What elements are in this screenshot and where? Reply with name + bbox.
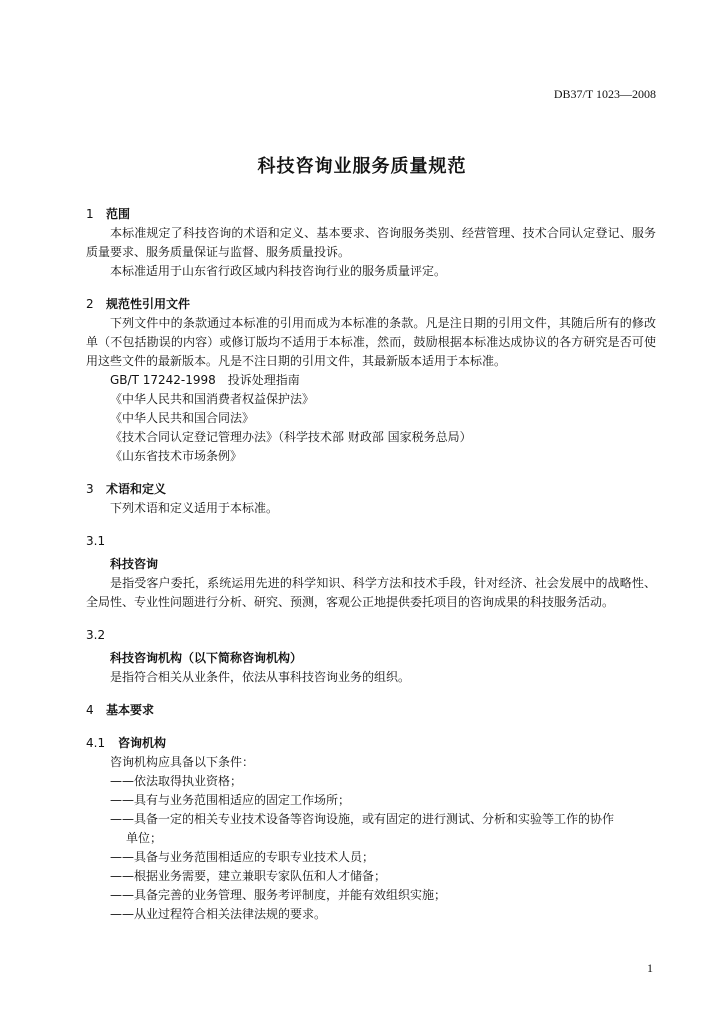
page-number: 1 <box>647 961 653 975</box>
list-item: ——具备与业务范围相适应的专职专业技术人员； <box>110 850 375 864</box>
term-definition: 是指符合相关从业条件，依法从事科技咨询业务的组织。 <box>110 670 411 684</box>
section-2-heading <box>86 295 656 314</box>
section-4-heading <box>86 701 656 720</box>
document-title: 科技咨询业服务质量规范 <box>257 156 467 177</box>
section-number: 1 <box>86 207 94 221</box>
term-definition: 是指受客户委托，系统运用先进的科学知识、科学方法和技术手段，针对经济、社会发展中的战略性、全局性、专业性问题进行分析、研究、预测，客观公正地提供委托项目的咨询成果的科技服务活动。 <box>86 576 656 609</box>
reference-item: 《技术合同认定登记管理办法》（科学技术部 财政部 国家税务总局） <box>110 430 472 444</box>
paragraph: 下列文件中的条款通过本标准的引用而成为本标准的条款。凡是注日期的引用文件，其随后所有的修改单（不包括勘误的内容）或修订版均不适用于本标准，然而，鼓励根据本标准达成协议的各方研究是否可使用这些文件的最新版本。凡是不注日期的引用文件，其最新版本适用于本标准。 <box>86 316 656 368</box>
section-1-heading <box>86 205 656 224</box>
list-item: ——根据业务需要，建立兼职专家队伍和人才储备； <box>110 869 387 883</box>
paragraph: 下列术语和定义适用于本标准。 <box>110 501 279 515</box>
list-item: ——具备完善的业务管理、服务考评制度，并能有效组织实施； <box>110 888 447 902</box>
section-title: 术语和定义 <box>106 482 167 496</box>
list-item: ——从业过程符合相关法律法规的要求。 <box>110 907 327 921</box>
reference-item: GB/T 17242-1998 投诉处理指南 <box>110 373 300 387</box>
document-code: DB37/T 1023—2008 <box>553 87 656 101</box>
list-item-continuation: 单位； <box>126 831 163 845</box>
subsection-4-1-heading <box>86 734 656 753</box>
list-item: ——具备一定的相关专业技术设备等咨询设施，或有固定的进行测试、分析和实验等工作的协作 <box>110 812 615 826</box>
section-title: 范围 <box>106 207 131 221</box>
list-intro: 咨询机构应具备以下条件： <box>110 755 255 769</box>
list-item: ——具有与业务范围相适应的固定工作场所； <box>110 793 351 807</box>
section-number: 2 <box>86 297 94 311</box>
term-number: 3.2 <box>86 628 106 642</box>
term-number: 3.1 <box>86 534 106 548</box>
section-3-heading <box>86 480 656 499</box>
reference-item: 《中华人民共和国合同法》 <box>110 411 255 425</box>
reference-item: 《中华人民共和国消费者权益保护法》 <box>110 392 315 406</box>
list-item: ——依法取得执业资格； <box>110 774 243 788</box>
term-name: 科技咨询 <box>110 557 159 571</box>
section-number: 3 <box>86 482 94 496</box>
paragraph: 本标准规定了科技咨询的术语和定义、基本要求、咨询服务类别、经营管理、技术合同认定登记、服务质量要求、服务质量保证与监督、服务质量投诉。 <box>86 226 656 259</box>
section-number: 4 <box>86 703 94 717</box>
section-title: 规范性引用文件 <box>106 297 191 311</box>
term-name: 科技咨询机构（以下简称咨询机构） <box>110 651 303 665</box>
paragraph: 本标准适用于山东省行政区域内科技咨询行业的服务质量评定。 <box>110 264 447 278</box>
reference-item: 《山东省技术市场条例》 <box>110 449 243 463</box>
subsection-title: 咨询机构 <box>118 736 167 750</box>
subsection-number: 4.1 <box>86 736 106 750</box>
section-title: 基本要求 <box>106 703 155 717</box>
document-body <box>86 205 656 924</box>
